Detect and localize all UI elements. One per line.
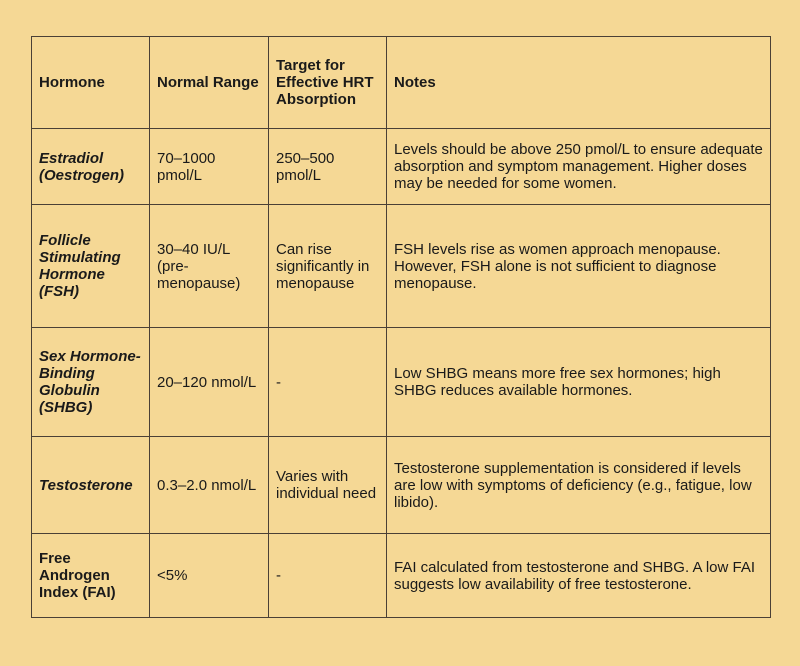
table-header (32, 37, 771, 129)
cell-normal-range: 20–120 nmol/L (150, 328, 269, 437)
cell-normal-range: 70–1000 pmol/L (150, 129, 269, 205)
header-row (32, 37, 771, 129)
cell-normal-range: <5% (150, 534, 269, 618)
header-notes: Notes (387, 37, 771, 129)
header-normal-range: Normal Range (150, 37, 269, 129)
table-row (32, 205, 771, 328)
cell-target: Can rise significantly in menopause (269, 205, 387, 328)
cell-notes: FAI calculated from testosterone and SHBG. A low FAI suggests low availability of free testosterone. (387, 534, 771, 618)
cell-target: 250–500 pmol/L (269, 129, 387, 205)
cell-target: - (269, 534, 387, 618)
cell-notes: Low SHBG means more free sex hormones; high SHBG reduces available hormones. (387, 328, 771, 437)
cell-normal-range: 30–40 IU/L (pre-menopause) (150, 205, 269, 328)
cell-hormone: Estradiol (Oestrogen) (32, 129, 150, 205)
cell-hormone: Sex Hormone-Binding Globulin (SHBG) (32, 328, 150, 437)
cell-notes: Testosterone supplementation is considered if levels are low with symptoms of deficiency (e.g., fatigue, low libido). (387, 437, 771, 534)
cell-notes: FSH levels rise as women approach menopause. However, FSH alone is not sufficient to diagnose menopause. (387, 205, 771, 328)
hormone-reference-table (31, 36, 771, 618)
cell-hormone: Testosterone (32, 437, 150, 534)
table-body (32, 129, 771, 618)
header-target: Target for Effective HRT Absorption (269, 37, 387, 129)
cell-notes: Levels should be above 250 pmol/L to ensure adequate absorption and symptom management. Higher doses may be needed for some women. (387, 129, 771, 205)
cell-normal-range: 0.3–2.0 nmol/L (150, 437, 269, 534)
cell-hormone: Follicle Stimulating Hormone (FSH) (32, 205, 150, 328)
table-row (32, 129, 771, 205)
table-row (32, 534, 771, 618)
cell-hormone: Free Androgen Index (FAI) (32, 534, 150, 618)
table-row (32, 328, 771, 437)
cell-target: - (269, 328, 387, 437)
table-row (32, 437, 771, 534)
cell-target: Varies with individual need (269, 437, 387, 534)
header-hormone: Hormone (32, 37, 150, 129)
